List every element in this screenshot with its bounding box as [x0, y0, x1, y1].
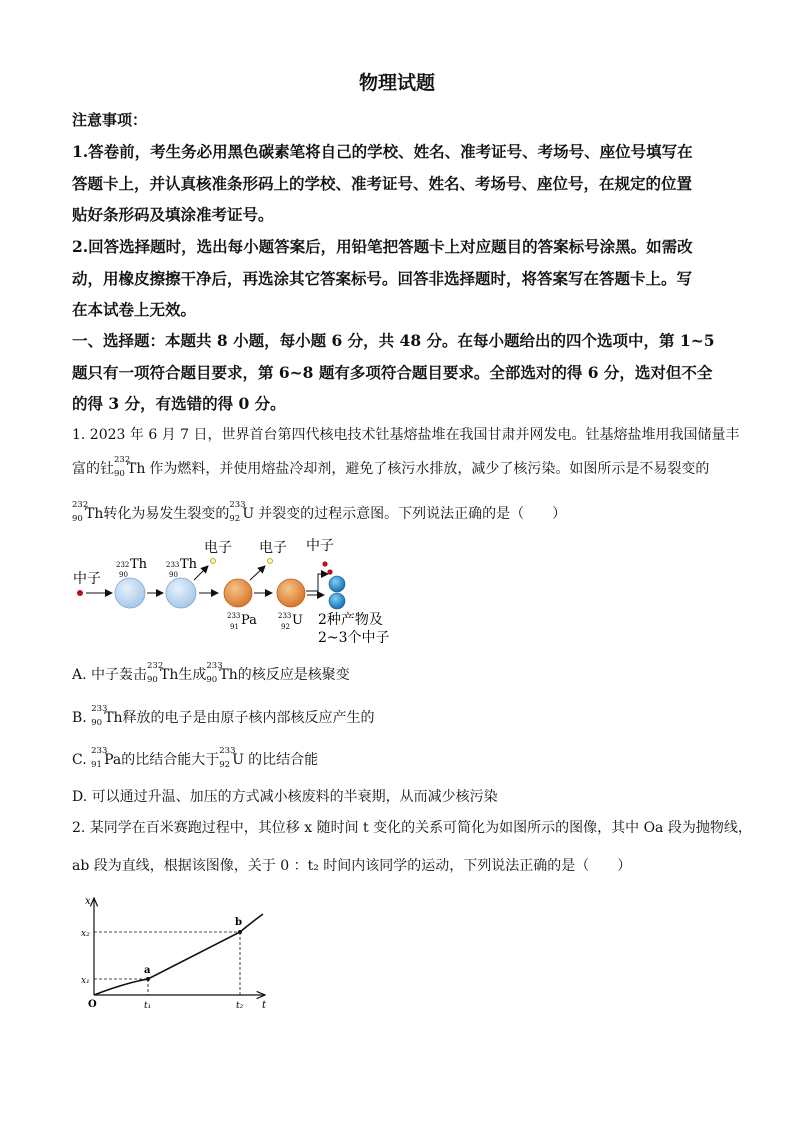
- diagram-u-symbol: U: [292, 613, 303, 628]
- q1-line3: [72, 500, 567, 524]
- diagram-u-mass: 233: [278, 612, 292, 620]
- diagram-pa-symbol: Pa: [241, 613, 257, 628]
- graph-y-axis-label: x: [85, 896, 91, 907]
- option-a-mid: 生成: [178, 667, 207, 683]
- q1-line1: 1. 2023 年 6 月 7 日，世界首台第四代核电技术钍基熔盐堆在我国甘肃并网发电。钍基熔盐堆用我国储量丰: [72, 427, 740, 443]
- electron-particle: [268, 559, 273, 564]
- graph-label-x2: x₂: [81, 929, 90, 939]
- nuclide-th232: 232 90 Th: [114, 455, 146, 479]
- q2-displacement-time-graph: [80, 892, 280, 1014]
- electron-particle: [211, 559, 216, 564]
- q1-line3-mid: 转化为易发生裂变的: [103, 506, 230, 522]
- thorium232-nucleus: [115, 578, 145, 608]
- diagram-products-line1: 2种产物及: [318, 612, 383, 628]
- q1-line2: [72, 455, 710, 479]
- section1-line2: 题只有一项符合题目要求，第 6~8 题有多项符合题目要求。全部选对的得 6 分，选对但不全: [72, 363, 713, 382]
- diagram-th233-symbol: Th: [180, 557, 198, 572]
- option-c-post: 的比结合能: [248, 752, 319, 768]
- option-c-pre: C.: [72, 752, 92, 768]
- arrow: [306, 574, 328, 591]
- fission-product: [329, 593, 345, 609]
- notice-item1-line2: 答题卡上，并认真核准条形码上的学校、准考证号、姓名、考场号、座位号，在规定的位置: [72, 174, 693, 193]
- q1-option-a: [72, 661, 350, 685]
- nuclide-u233: 233 92 U: [229, 500, 255, 524]
- diagram-th233-mass: 233: [166, 561, 180, 569]
- diagram-th232-symbol: Th: [130, 557, 148, 572]
- graph-label-x1: x₁: [81, 976, 90, 986]
- diagram-u-charge: 92: [281, 623, 290, 631]
- diagram-th232-mass: 232: [116, 561, 130, 569]
- fission-product: [329, 576, 345, 592]
- option-a-pre: A. 中子轰击: [72, 667, 148, 683]
- diagram-th232-charge: 90: [119, 571, 128, 579]
- graph-point-b: [238, 930, 242, 934]
- neutron-particle: [77, 590, 83, 596]
- diagram-pa-mass: 233: [227, 612, 241, 620]
- graph-label-b: b: [235, 917, 242, 928]
- q2-line2: ab 段为直线，根据该图像，关于 0 ：t₂ 时间内该同学的运动，下列说法正确的是（ ）: [72, 858, 632, 874]
- graph-point-a: [146, 977, 150, 981]
- option-b-pre: B.: [72, 710, 92, 726]
- diagram-th233-charge: 90: [169, 571, 178, 579]
- diagram-neutron-label-2: 中子: [306, 538, 334, 554]
- protactinium-nucleus: [224, 579, 252, 607]
- notice-item1-line3: 贴好条形码及填涂准考证号。: [72, 205, 274, 224]
- uranium233-nucleus: [277, 579, 305, 607]
- diagram-neutron-label: 中子: [73, 571, 101, 587]
- graph-origin-label: O: [88, 999, 97, 1010]
- page-title: 物理试题: [358, 72, 435, 94]
- q1-line3-post: 并裂变的过程示意图。下列说法正确的是（ ）: [258, 506, 567, 522]
- notice-item1-line1: 1.答卷前，考生务必用黑色碳素笔将自己的学校、姓名、准考证号、考场号、座位号填写在: [72, 142, 693, 161]
- neutron-particle: [327, 569, 332, 574]
- notice-item2-line2: 动，用橡皮擦擦干净后，再选涂其它答案标号。回答非选择题时，将答案写在答题卡上。写: [72, 269, 693, 288]
- q1-line2-post: 作为燃料，并使用熔盐冷却剂，避免了核污水排放，减少了核污染。如图所示是不易裂变的: [149, 461, 710, 477]
- nuclide-pa233: 233 91 Pa: [91, 746, 122, 770]
- graph-label-t2: t₂: [236, 1001, 244, 1011]
- graph-label-a: a: [144, 965, 151, 976]
- diagram-products-line2: 2~3个中子: [318, 630, 390, 646]
- option-a-post: 的核反应是核聚变: [237, 667, 350, 683]
- q1-option-c: [72, 746, 319, 770]
- notice-item2-line1: 2.回答选择题时，选出每小题答案后，用铅笔把答题卡上对应题目的答案标号涂黑。如需改: [72, 237, 693, 256]
- arrow: [250, 566, 265, 580]
- notice-heading: 注意事项：: [72, 111, 148, 129]
- q1-reaction-diagram: [66, 534, 416, 650]
- q2-line1: 2. 某同学在百米赛跑过程中，其位移 x 随时间 t 变化的关系可简化为如图所示的图像，其中 Oa 段为抛物线，: [72, 820, 752, 836]
- section1-line1: 一、选择题：本题共 8 小题，每小题 6 分，共 48 分。在每小题给出的四个选项中，第 1~5: [72, 331, 715, 350]
- q1-option-b: [72, 704, 375, 728]
- nuclide-th233: 233 90 Th: [206, 661, 238, 685]
- neutron-particle: [322, 561, 327, 566]
- option-c-mid: 的比结合能大于: [121, 752, 220, 768]
- q1-line2-pre: 富的钍: [72, 461, 114, 477]
- nuclide-th232: 232 90 Th: [147, 661, 179, 685]
- section1-line3: 的得 3 分，有选错的得 0 分。: [72, 394, 286, 413]
- nuclide-u233: 233 92 U: [219, 746, 245, 770]
- diagram-electron-label-1: 电子: [204, 540, 232, 556]
- thorium233-nucleus: [166, 578, 196, 608]
- diagram-pa-charge: 91: [230, 623, 239, 631]
- notice-item2-line3: 在本试卷上无效。: [72, 300, 197, 319]
- q1-option-d: D. 可以通过升温、加压的方式减小核废料的半衰期，从而减少核污染: [72, 789, 498, 805]
- nuclide-th233: 233 90 Th: [91, 704, 123, 728]
- option-b-post: 释放的电子是由原子核内部核反应产生的: [122, 710, 375, 726]
- diagram-electron-label-2: 电子: [259, 540, 287, 556]
- graph-label-t1: t₁: [144, 1001, 152, 1011]
- nuclide-th232: 232 90 Th: [72, 500, 104, 524]
- graph-x-axis-label: t: [262, 1000, 267, 1011]
